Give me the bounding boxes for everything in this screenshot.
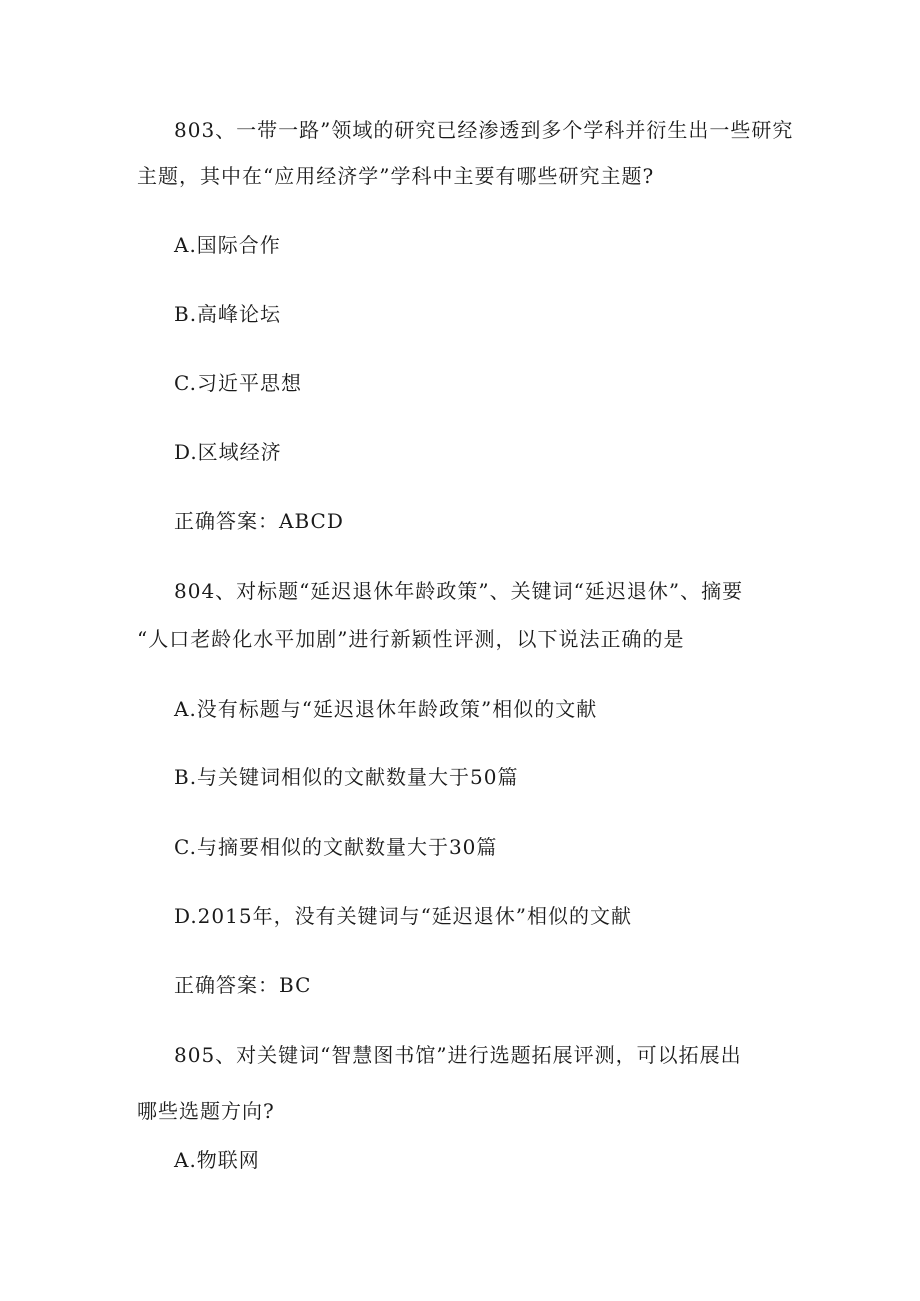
question-803-stem-line-2: 主题，其中在“应用经济学”学科中主要有哪些研究主题? — [137, 164, 655, 188]
question-803-option-d: D.区域经济 — [174, 440, 282, 464]
question-804-stem-line-1: 804、对标题“延迟退休年龄政策”、关键词“延迟退休”、摘要 — [174, 579, 744, 603]
question-803-option-b: B.高峰论坛 — [174, 302, 282, 326]
question-805-stem-line-1: 805、对关键词“智慧图书馆”进行选题拓展评测，可以拓展出 — [174, 1043, 742, 1067]
question-805-option-a: A.物联网 — [174, 1148, 260, 1172]
question-804-option-a: A.没有标题与“延迟退休年龄政策”相似的文献 — [174, 697, 598, 721]
question-804-option-b: B.与关键词相似的文献数量大于50篇 — [174, 765, 519, 789]
question-804-answer: 正确答案：BC — [174, 973, 312, 997]
question-803-option-a: A.国际合作 — [174, 233, 281, 257]
question-804-option-c: C.与摘要相似的文献数量大于30篇 — [174, 835, 498, 859]
question-803-answer: 正确答案：ABCD — [174, 509, 344, 533]
question-805-stem-line-2: 哪些选题方向? — [137, 1099, 275, 1123]
question-804-stem-line-2: “人口老龄化水平加剧”进行新颖性评测，以下说法正确的是 — [137, 627, 685, 651]
question-803-stem-line-1: 803、一带一路”领域的研究已经渗透到多个学科并衍生出一些研究 — [174, 118, 794, 142]
question-803-option-c: C.习近平思想 — [174, 371, 302, 395]
question-804-option-d: D.2015年，没有关键词与“延迟退休”相似的文献 — [174, 904, 633, 928]
